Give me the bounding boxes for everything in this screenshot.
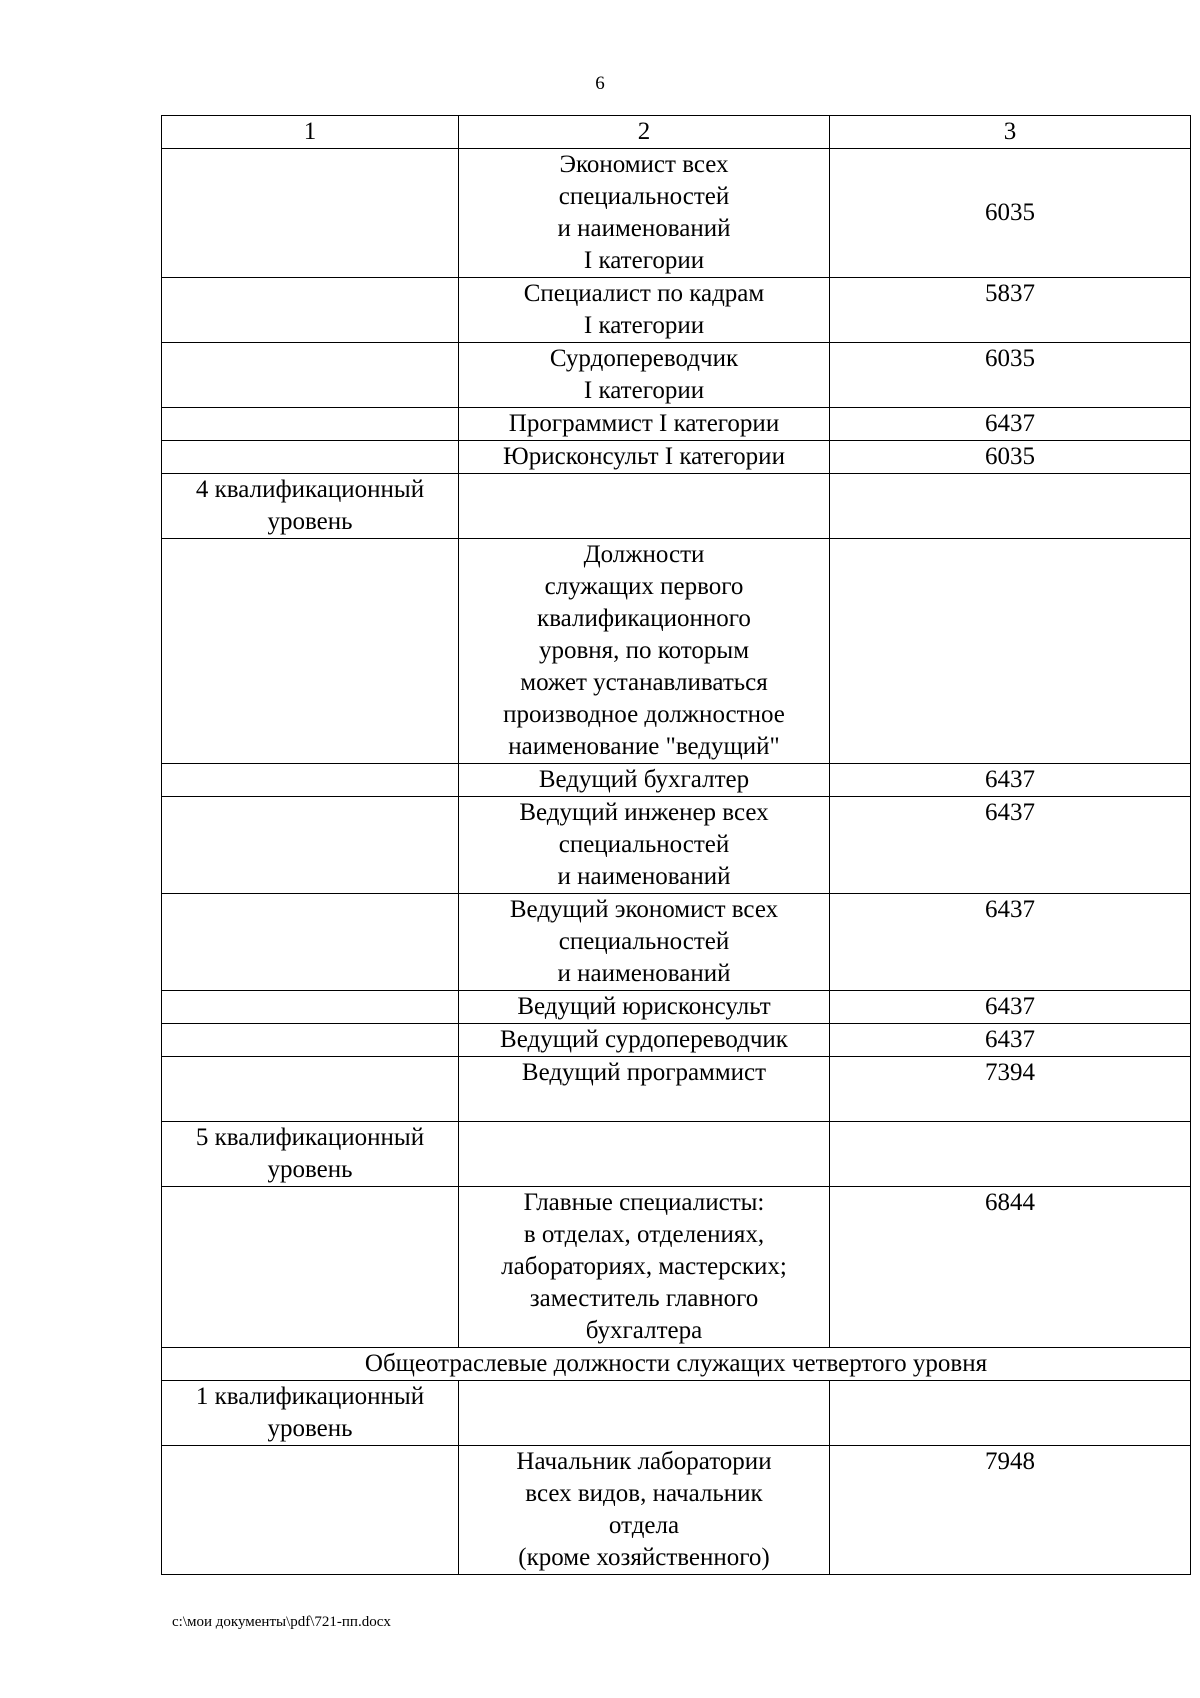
- table-row: [162, 149, 1191, 278]
- position-cell: [459, 474, 830, 539]
- cell-text-line: Ведущий экономист всех: [509, 896, 779, 923]
- table-body: [162, 116, 1191, 1575]
- cell-text-line: Специалист по кадрам: [523, 280, 765, 307]
- header-cell: 2: [459, 116, 830, 149]
- cell-text-line: уровень: [267, 508, 353, 535]
- cell-text-line: отдела: [608, 1512, 680, 1539]
- salary-cell: [830, 1024, 1191, 1057]
- cell-text-line: Ведущий программист: [521, 1059, 767, 1086]
- position-cell: [459, 894, 830, 991]
- level-cell: [162, 278, 459, 343]
- position-cell: [459, 278, 830, 343]
- table-row: [162, 1348, 1191, 1381]
- header-cell: 1: [162, 116, 459, 149]
- cell-text-line: Главные специалисты:: [523, 1189, 765, 1216]
- cell-text-line: и наименований: [557, 215, 731, 242]
- cell-text-line: служащих первого: [544, 573, 744, 600]
- level-cell: [162, 1381, 459, 1446]
- cell-text-line: 6437: [985, 410, 1035, 437]
- cell-text-line: бухгалтера: [585, 1317, 703, 1344]
- salary-cell: [830, 474, 1191, 539]
- cell-text-line: Экономист всех: [559, 151, 729, 178]
- cell-text-line: может устанавливаться: [520, 669, 768, 696]
- salary-cell: [830, 1381, 1191, 1446]
- cell-text-line: Юрисконсульт I категории: [503, 443, 785, 470]
- cell-text-line: Ведущий сурдопереводчик: [500, 1026, 788, 1053]
- cell-text-line: 7394: [985, 1059, 1035, 1086]
- cell-text-line: лабораториях, мастерских;: [501, 1253, 787, 1280]
- page-number: 6: [595, 73, 605, 94]
- cell-text-line: 6437: [985, 993, 1035, 1020]
- level-cell: [162, 1446, 459, 1575]
- table-row: [162, 1122, 1191, 1187]
- header-cell: 3: [830, 116, 1191, 149]
- salary-cell: [830, 441, 1191, 474]
- cell-text-line: уровня, по которым: [538, 637, 750, 664]
- salary-cell: [830, 1122, 1191, 1187]
- cell-text-line: Начальник лаборатории: [516, 1448, 772, 1475]
- cell-text-line: в отделах, отделениях,: [523, 1221, 765, 1248]
- cell-text-line: специальностей: [558, 831, 730, 858]
- salary-cell: [830, 149, 1191, 278]
- cell-text-line: 6035: [985, 443, 1035, 470]
- position-cell: [459, 1057, 830, 1122]
- position-cell: [459, 441, 830, 474]
- table-row: [162, 991, 1191, 1024]
- table-header-row: [162, 116, 1191, 149]
- level-cell: [162, 1024, 459, 1057]
- cell-text-line: I категории: [583, 247, 705, 274]
- table-row: [162, 1057, 1191, 1122]
- table-row: [162, 1024, 1191, 1057]
- cell-text-line: уровень: [267, 1156, 353, 1183]
- salary-cell: [830, 1057, 1191, 1122]
- salary-cell: [830, 894, 1191, 991]
- level-cell: [162, 441, 459, 474]
- cell-text-line: I категории: [583, 312, 705, 339]
- position-cell: [459, 343, 830, 408]
- level-cell: [162, 797, 459, 894]
- table-row: [162, 474, 1191, 539]
- salary-table: [161, 115, 1191, 1575]
- cell-text-line: Ведущий бухгалтер: [538, 766, 750, 793]
- table-row: [162, 539, 1191, 764]
- salary-cell: [830, 1187, 1191, 1348]
- level-cell: [162, 1057, 459, 1122]
- position-cell: [459, 1187, 830, 1348]
- table-row: [162, 764, 1191, 797]
- cell-text-line: 6035: [985, 345, 1035, 372]
- position-cell: [459, 1446, 830, 1575]
- table-row: [162, 894, 1191, 991]
- position-cell: [459, 539, 830, 764]
- cell-text-line: заместитель главного: [529, 1285, 759, 1312]
- cell-text-line: I категории: [583, 377, 705, 404]
- cell-text-line: 6437: [985, 799, 1035, 826]
- table-row: [162, 441, 1191, 474]
- level-cell: [162, 991, 459, 1024]
- cell-text-line: (кроме хозяйственного): [518, 1544, 770, 1571]
- salary-cell: [830, 1446, 1191, 1575]
- cell-text-line: Сурдопереводчик: [549, 345, 739, 372]
- table-row: [162, 1187, 1191, 1348]
- cell-text-line: специальностей: [558, 183, 730, 210]
- level-cell: [162, 408, 459, 441]
- position-cell: [459, 764, 830, 797]
- cell-text-line: 6035: [985, 199, 1035, 226]
- level-cell: [162, 1122, 459, 1187]
- cell-text-line: Программист I категории: [508, 410, 780, 437]
- cell-text-line: 5837: [985, 280, 1035, 307]
- footer-file-path: c:\мои документы\pdf\721-пп.docx: [172, 1614, 391, 1630]
- salary-cell: [830, 278, 1191, 343]
- cell-text-line: 7948: [985, 1448, 1035, 1475]
- cell-text-line: квалификационного: [537, 605, 751, 632]
- level-cell: [162, 894, 459, 991]
- position-cell: [459, 991, 830, 1024]
- salary-cell: [830, 764, 1191, 797]
- level-cell: [162, 474, 459, 539]
- cell-text-line: и наименований: [557, 960, 731, 987]
- cell-text-line: наименование "ведущий": [508, 733, 780, 760]
- cell-text-line: 4 квалификационный: [195, 476, 425, 503]
- salary-cell: [830, 797, 1191, 894]
- table-row: [162, 1381, 1191, 1446]
- cell-text-line: 6844: [985, 1189, 1035, 1216]
- cell-text-line: 6437: [985, 1026, 1035, 1053]
- salary-cell: [830, 343, 1191, 408]
- cell-text-line: производное должностное: [503, 701, 785, 728]
- level-cell: [162, 343, 459, 408]
- cell-text-line: 1 квалификационный: [195, 1383, 425, 1410]
- position-cell: [459, 1381, 830, 1446]
- cell-text-line: Должности: [583, 541, 705, 568]
- level-cell: [162, 764, 459, 797]
- cell-text-line: Ведущий инженер всех: [519, 799, 769, 826]
- level-cell: [162, 149, 459, 278]
- level-cell: [162, 1187, 459, 1348]
- cell-text-line: специальностей: [558, 928, 730, 955]
- cell-text-line: Ведущий юрисконсульт: [517, 993, 771, 1020]
- position-cell: [459, 1122, 830, 1187]
- position-cell: [459, 149, 830, 278]
- position-cell: [459, 797, 830, 894]
- cell-text-line: 6437: [985, 766, 1035, 793]
- position-cell: [459, 1024, 830, 1057]
- cell-text-line: 6437: [985, 896, 1035, 923]
- cell-text-line: и наименований: [557, 863, 731, 890]
- table-row: [162, 343, 1191, 408]
- table-row: [162, 278, 1191, 343]
- position-cell: [459, 408, 830, 441]
- level-cell: [162, 539, 459, 764]
- salary-cell: [830, 539, 1191, 764]
- cell-text-line: 5 квалификационный: [195, 1124, 425, 1151]
- cell-text-line: [465, 1089, 823, 1121]
- cell-text-line: всех видов, начальник: [525, 1480, 763, 1507]
- cell-text-line: уровень: [267, 1415, 353, 1442]
- table-row: [162, 1446, 1191, 1575]
- table-row: [162, 408, 1191, 441]
- section-heading-cell: Общеотраслевые должности служащих четвертого уровня: [162, 1348, 1191, 1381]
- salary-cell: [830, 408, 1191, 441]
- salary-cell: [830, 991, 1191, 1024]
- table-row: [162, 797, 1191, 894]
